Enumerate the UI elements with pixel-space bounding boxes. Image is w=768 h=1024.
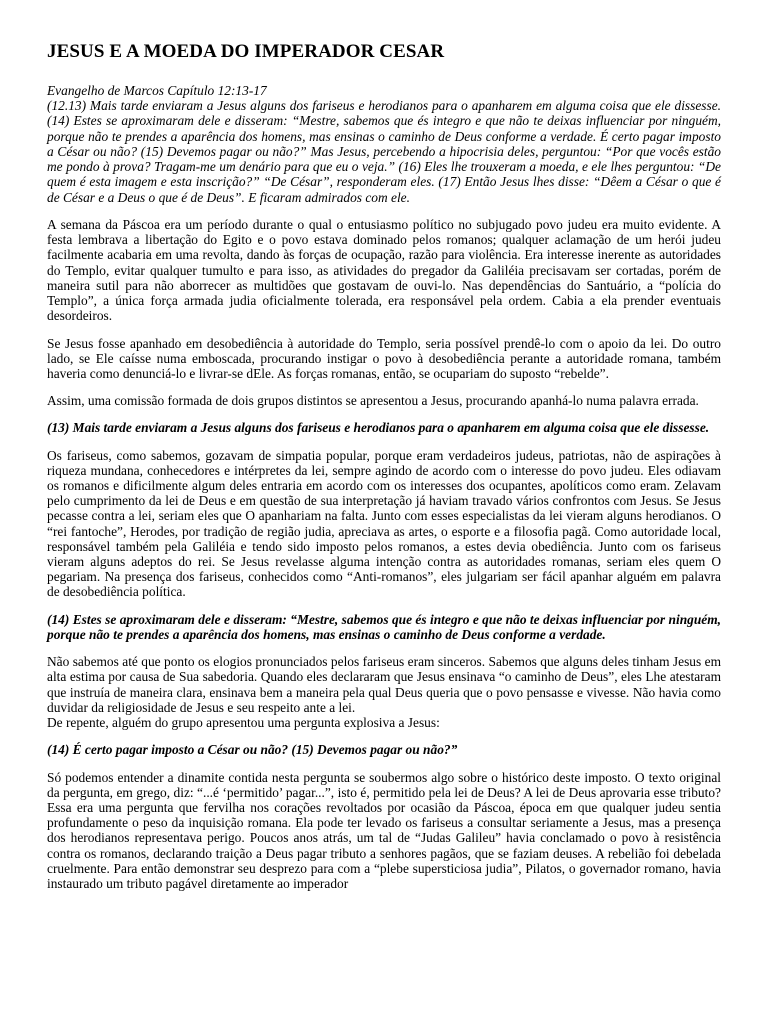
paragraph-pharisees: Os fariseus, como sabemos, gozavam de simpatia popular, porque eram verdadeiros judeus, patriotas, não de aspirações à riqueza mundana, conhecedores e intérpretes da lei, sempre agindo de acordo com o interesse do povo judeu. Eles odiavam os romanos e dificilmente algum deles entraria em acordo com os interesses dos ocupantes, apolíticos como eram. Zelavam pelo cumprimento da lei de Deus e em questão de sua interpretação já haviam travado vários confrontos com Jesus. Se Jesus pecasse contra a lei, seriam eles que O apanhariam na falta. Junto com esses especialistas da lei vieram alguns herodianos. O “rei fantoche”, Herodes, por tradição de região judia, apreciava as artes, o esporte e a filosofia pagã. Como autoridade local, responsável também pela Galiléia e tendo sido imposto pelos romanos, a estes devia obediência. Junto com os fariseus vieram alguns adeptos do rei. Se Jesus revelasse alguma intenção contra as autoridades romanas, seriam eles quem O pegariam. Na presença dos fariseus, conhecidos como “Anti-romanos”, eles julgariam ser fácil apanhar alguém em palavra de desobediência política. xyxy=(47,447,721,600)
paragraph-explosive-question: De repente, alguém do grupo apresentou uma pergunta explosiva a Jesus: xyxy=(47,715,440,731)
verse-heading-13: (13) Mais tarde enviaram a Jesus alguns dos fariseus e herodianos para o apanharem em alguma coisa que ele dissesse. xyxy=(47,420,710,436)
paragraph-temple-authority: Se Jesus fosse apanhado em desobediência à autoridade do Templo, seria possível prendê-lo com o apoio da lei. Do outro lado, se Ele caísse numa emboscada, procurando instigar o povo à desobediência perante a autoridade romana, também haveria como denunciá-lo e livrar-se dEle. As forças romanas, então, se ocupariam do suposto “rebelde”. xyxy=(47,335,721,381)
paragraph-praise: Não sabemos até que ponto os elogios pronunciados pelos fariseus eram sinceros. Sabemos que alguns deles tinham Jesus em alta estima por causa de Sua sabedoria. Quando eles declararam que Jesus ensinava “o caminho de Deus”, eles Lhe atestaram que instruía de maneira clara, ensinava bem a maneira pela qual Deus queria que o povo pensasse e vivesse. Não havia como duvidar da religiosidade de Jesus e seu respeito ante a lei. xyxy=(47,654,721,715)
paragraph-tax-history: Só podemos entender a dinamite contida nesta pergunta se soubermos algo sobre o histórico deste imposto. O texto original da pergunta, em grego, diz: “...é ‘permitido’ pagar...”, isto é, permitido pela lei de Deus? A lei de Deus aprovaria esse tributo? Essa era uma pergunta que fervilha nos corações revoltados por ocasião da Páscoa, época em que qualquer judeu sentia profundamente o peso da inquisição romana. Ela pode ter levado os fariseus a consultar seriamente a Jesus, mas a presença dos herodianos representava perigo. Poucos anos atrás, um tal de “Judas Galileu” havia conclamado o povo à resistência contra os romanos, declarando traição a Deus pagar tributo a senhores pagãos, que se faziam deuses. A rebelião foi debelada cruelmente. Para então demonstrar seu desprezo para com a “plebe supersticiosa judia”, Pilatos, o governador romano, havia instaurado um tributo pagável diretamente ao imperador xyxy=(47,769,721,891)
scripture-reference: Evangelho de Marcos Capítulo 12:13-17 xyxy=(47,83,267,98)
verse-heading-14-15: (14) É certo pagar imposto a César ou não? (15) Devemos pagar ou não?” xyxy=(47,742,458,758)
verse-heading-14: (14) Estes se aproximaram dele e disseram: “Mestre, sabemos que és integro e que não te deixas influenciar por ninguém, porque não te prendes a aparência dos homens, mas ensinas o caminho de Deus conforme a verdade. xyxy=(47,611,721,642)
document-title: JESUS E A MOEDA DO IMPERADOR CESAR xyxy=(47,41,445,62)
document-page xyxy=(47,40,721,903)
paragraph-commission: Assim, uma comissão formada de dois grupos distintos se apresentou a Jesus, procurando apanhá-lo numa palavra errada. xyxy=(47,393,699,409)
gospel-passage: (12.13) Mais tarde enviaram a Jesus alguns dos fariseus e herodianos para o apanharem em alguma coisa que ele dissesse. (14) Estes se aproximaram dele e disseram: “Mestre, sabemos que és integro e que não te deixas influenciar por ninguém, porque não te prendes a aparência dos homens, mas ensinas o caminho de Deus conforme a verdade. É certo pagar imposto a César ou não? (15) Devemos pagar ou não?” Mas Jesus, percebendo a hipocrisia deles, perguntou: “Por que vocês estão me pondo à prova? Tragam-me um denário para que eu o veja.” (16) Eles lhe trouxeram a moeda, e ele lhes perguntou: “De quem é esta imagem e esta inscrição?” “De César”, responderam eles. (17) Então Jesus lhes disse: “Dêem a César o que é de César e a Deus o que é de Deus”. E ficaram admirados com ele. xyxy=(47,98,721,205)
paragraph-passover: A semana da Páscoa era um período durante o qual o entusiasmo político no subjugado povo judeu era muito evidente. A festa lembrava a libertação do Egito e o povo estava dominado pelos romanos; qualquer aclamação de um herói judeu facilmente acabaria em uma revolta, dando às forças de ocupação, razão para violência. Era interesse inerente as autoridades do Templo, evitar qualquer tumulto e para isso, as atividades do pregador da Galiléia precisavam ser cortadas, porém de maneira sutil para não aborrecer as multidões que gostavam de ouvi-lo. Nas dependências do Santuário, a “polícia do Templo”, a única força armada judia oficialmente tolerada, era responsável pela ordem. Cabia a ela prender eventuais desordeiros. xyxy=(47,217,721,324)
